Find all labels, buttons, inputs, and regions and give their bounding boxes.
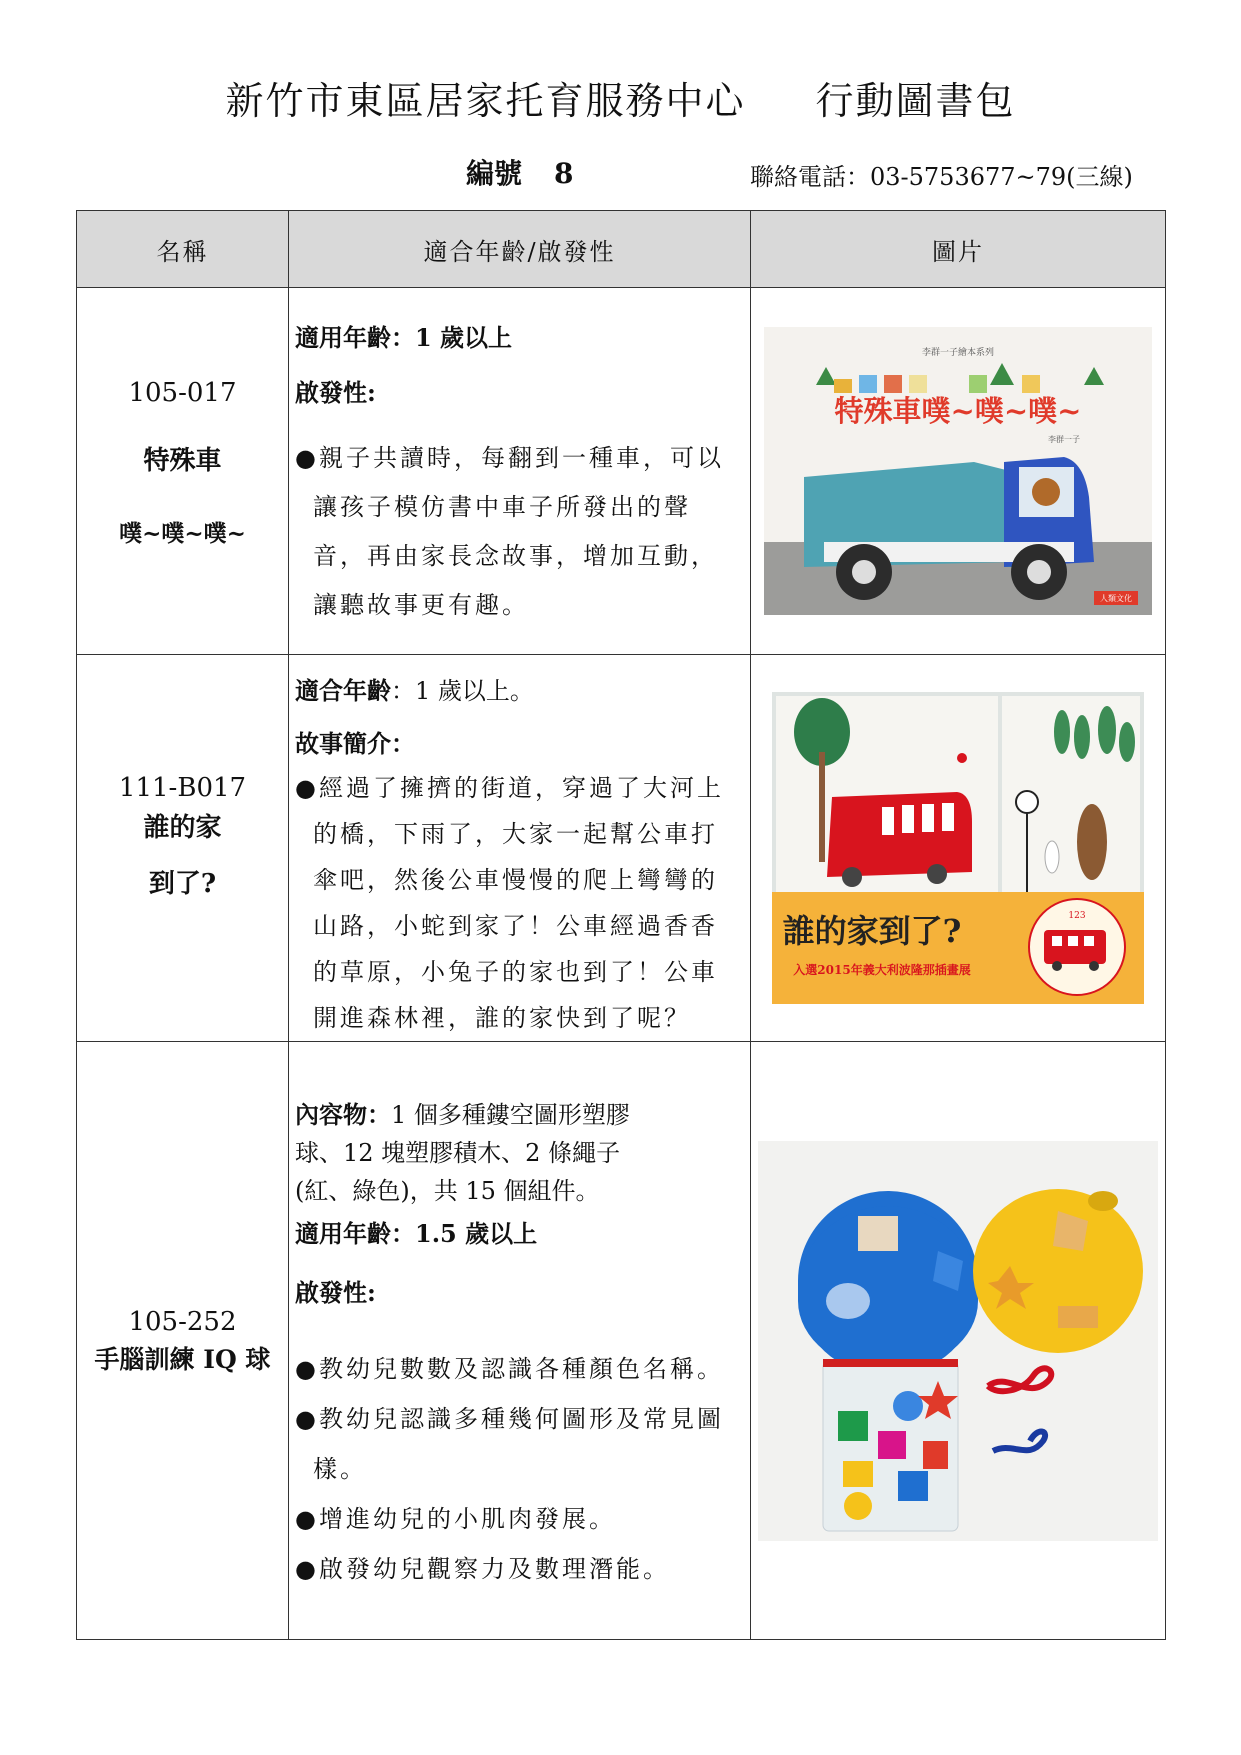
item-name-cell [77, 288, 289, 655]
item-title: 誰的家 [143, 813, 222, 843]
page-title: 新竹市東區居家托育服務中心 行動圖書包 [225, 79, 1016, 123]
item-title-line2: 到了? [148, 869, 217, 899]
age-label: 適用年齡： [295, 1219, 415, 1248]
blocks-bag [823, 1359, 958, 1531]
section-label: 啟發性: [295, 1278, 376, 1307]
item-title: 手腦訓練 IQ 球 [94, 1345, 271, 1374]
item-code: 105-252 [128, 1307, 237, 1337]
contact-phone: 聯絡電話：03-5753677~79(三線) [750, 163, 1133, 191]
bullet-line: ●教幼兒認識多種幾何圖形及常見圖 [295, 1405, 724, 1433]
book-cover-whose-home [772, 692, 1144, 1004]
item-code: 105-017 [128, 377, 237, 408]
cover-subtitle: 入選2015年義大利波隆那插畫展 [793, 963, 971, 977]
age-value: ：1 歲以上。 [391, 677, 534, 705]
contents-label: 內容物： [295, 1100, 391, 1129]
desc-line: ●親子共讀時，每翻到一種車，可以 [295, 444, 724, 472]
desc-line: 山路，小蛇到家了！公車經過香香 [313, 912, 718, 940]
red-bus-illustration [827, 792, 972, 887]
cover-title: 誰的家到了? [782, 912, 962, 950]
contents-line: (紅、綠色)，共 15 個組件。 [295, 1177, 600, 1205]
cover-series: 李群一子繪本系列 [921, 348, 995, 358]
contents-line: 球、12 塊塑膠積木、2 條繩子 [295, 1139, 621, 1167]
desc-line: 開進森林裡，誰的家快到了呢？ [313, 1004, 691, 1032]
section-label: 故事簡介： [295, 729, 415, 758]
item-image-cell [751, 288, 1166, 655]
book-table [76, 210, 1166, 1640]
item-name-cell [77, 1042, 289, 1640]
bullet-line: ●教幼兒數數及認識各種顏色名稱。 [295, 1355, 724, 1383]
item-title-line2: 噗~噗~噗~ [119, 519, 246, 547]
desc-line: 音，再由家長念故事，增加互動， [313, 542, 718, 570]
toy-bus-badge [1029, 899, 1125, 995]
item-title: 特殊車 [143, 445, 222, 476]
desc-line: 讓聽故事更有趣。 [313, 591, 529, 619]
item-desc-cell [289, 655, 751, 1042]
contents-line: 1 個多種鏤空圖形塑膠 [391, 1101, 630, 1129]
blue-ball [798, 1191, 978, 1376]
age-label: 適合年齡 [295, 676, 391, 705]
item-code: 111-B017 [118, 773, 247, 803]
book-cover-special-cars [764, 327, 1152, 615]
cover-badge: 123 [1068, 911, 1086, 921]
bullet-line: 樣。 [313, 1455, 367, 1483]
item-name-cell [77, 655, 289, 1042]
table-header-row [77, 211, 1166, 288]
item-image-cell [751, 655, 1166, 1042]
table-row [77, 1042, 1166, 1640]
col-header-image: 圖片 [751, 211, 1166, 288]
table-row [77, 288, 1166, 655]
bullet-line: ●啟發幼兒觀察力及數理潛能。 [295, 1555, 670, 1583]
table-row [77, 655, 1166, 1042]
cover-publisher: 人類文化 [1100, 594, 1132, 603]
cover-author: 李群一子 [1048, 435, 1080, 444]
pack-number: 編號 8 [466, 157, 574, 190]
age-value: 1 歲以上 [415, 323, 513, 352]
yellow-ball [973, 1189, 1143, 1353]
desc-line: 讓孩子模仿書中車子所發出的聲 [313, 493, 691, 521]
cover-title: 特殊車噗~噗~噗~ [834, 394, 1082, 428]
desc-line: ●經過了擁擠的街道，穿過了大河上 [295, 774, 724, 802]
item-desc-cell [289, 288, 751, 655]
item-desc-cell [289, 1042, 751, 1640]
bullet-line: ●增進幼兒的小肌肉發展。 [295, 1505, 616, 1533]
col-header-age: 適合年齡/啟發性 [289, 211, 751, 288]
desc-line: 的草原，小兔子的家也到了！公車 [313, 958, 718, 986]
desc-line: 的橋，下雨了，大家一起幫公車打 [313, 820, 718, 848]
age-label: 適用年齡： [295, 323, 415, 352]
section-label: 啟發性: [295, 378, 376, 407]
item-image-cell [751, 1042, 1166, 1640]
col-header-name: 名稱 [77, 211, 289, 288]
iq-ball-photo [758, 1141, 1158, 1541]
desc-line: 傘吧，然後公車慢慢的爬上彎彎的 [313, 866, 718, 894]
age-value: 1.5 歲以上 [415, 1219, 538, 1248]
